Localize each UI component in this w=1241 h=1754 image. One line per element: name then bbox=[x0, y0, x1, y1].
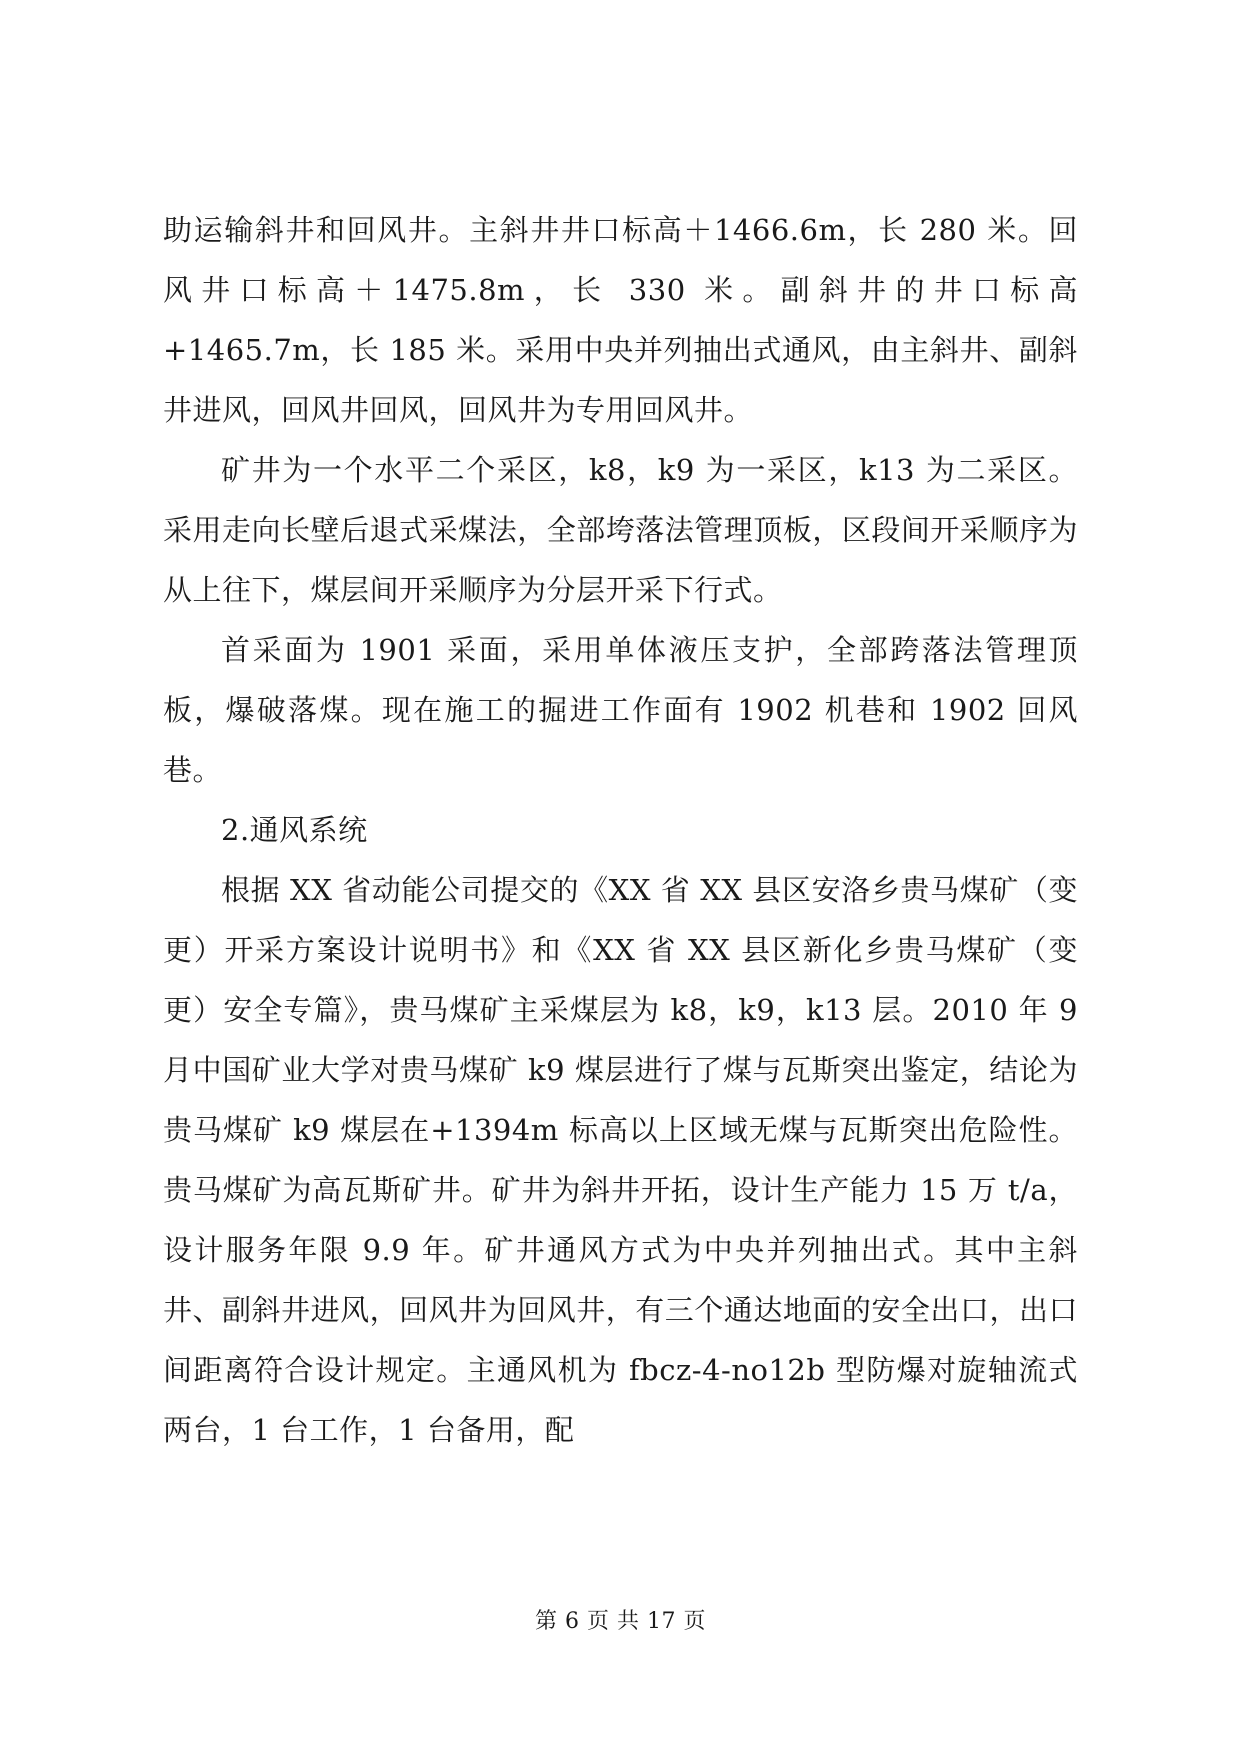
document-body bbox=[163, 200, 1078, 1460]
paragraph-continuation: 助运输斜井和回风井。主斜井井口标高＋1466.6m，长 280 米。回风井口标高＋1475.8m，长 330 米。副斜井的井口标高+1465.7m，长 185 米。采用中央并列抽出式通风，由主斜井、副斜井进风，回风井回风，回风井为专用回风井。 bbox=[163, 213, 1078, 427]
page-footer: 第 6 页 共 17 页 bbox=[535, 1609, 706, 1634]
section-heading-ventilation: 2.通风系统 bbox=[221, 813, 368, 847]
paragraph-first-face: 首采面为 1901 采面，采用单体液压支护，全部跨落法管理顶板，爆破落煤。现在施工的掘进工作面有 1902 机巷和 1902 回风巷。 bbox=[163, 633, 1078, 787]
paragraph-ventilation-details: 根据 XX 省动能公司提交的《XX 省 XX 县区安洛乡贵马煤矿（变更）开采方案设计说明书》和《XX 省 XX 县区新化乡贵马煤矿（变更）安全专篇》，贵马煤矿主采煤层为 k8，k9，k13 层。2010 年 9 月中国矿业大学对贵马煤矿 k9 煤层进行了煤与瓦斯突出鉴定，结论为贵马煤矿 k9 煤层在+1394m 标高以上区域无煤与瓦斯突出危险性。贵马煤矿为高瓦斯矿井。矿井为斜井开拓，设计生产能力 15 万 t/a，设计服务年限 9.9 年。矿井通风方式为中央并列抽出式。其中主斜井、副斜井进风，回风井为回风井，有三个通达地面的安全出口，出口间距离符合设计规定。主通风机为 fbcz-4-no12b 型防爆对旋轴流式两台，1 台工作，1 台备用，配 bbox=[163, 873, 1078, 1447]
paragraph-mining-areas: 矿井为一个水平二个采区，k8，k9 为一采区，k13 为二采区。采用走向长壁后退式采煤法，全部垮落法管理顶板，区段间开采顺序为从上往下，煤层间开采顺序为分层开采下行式。 bbox=[163, 453, 1078, 607]
